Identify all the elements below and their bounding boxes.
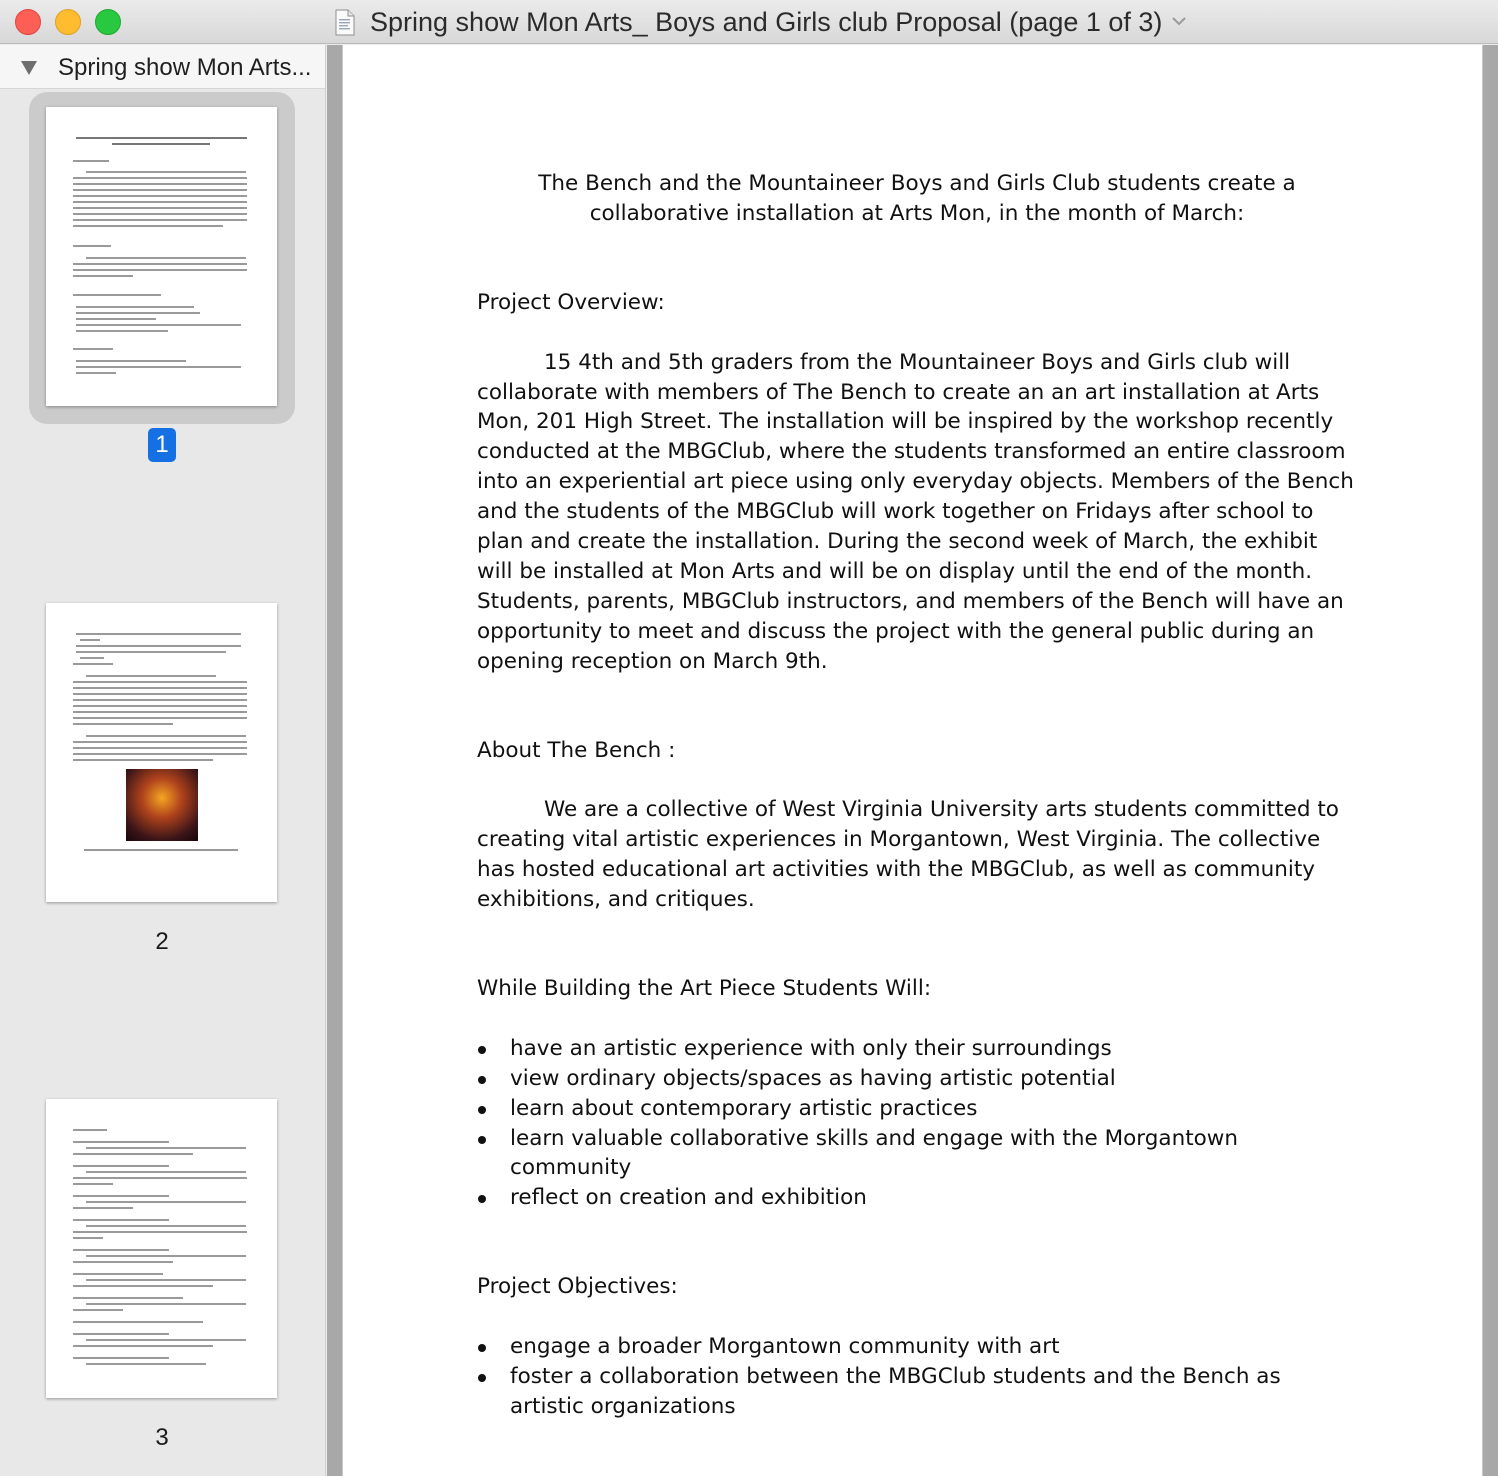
title-bar xyxy=(0,0,1498,44)
close-window-button[interactable] xyxy=(15,9,41,35)
page-content xyxy=(477,169,1357,1422)
thumbnail-sidebar[interactable] xyxy=(0,45,326,1476)
about-paragraph: We are a collective of West Virginia University arts students committed to creating vital artistic experiences in Morgantown, West Virginia. The collective has hosted educational art activities with the MBGClub, as well as community exhibitions, and critiques. xyxy=(477,797,1339,913)
list-item: learn valuable collaborative skills and engage with the Morgantown community xyxy=(477,1124,1357,1184)
list-item: have an artistic experience with only their surroundings xyxy=(477,1034,1357,1064)
page-thumbnail-2[interactable] xyxy=(46,603,277,902)
objectives-heading: Project Objectives: xyxy=(477,1274,678,1300)
sidebar-document-title: Spring show Mon Arts... xyxy=(58,54,312,81)
intro-heading: The Bench and the Mountaineer Boys and Girls Club students create a collaborative installation at Arts Mon, in the month of March: xyxy=(538,171,1296,226)
list-item: foster a collaboration between the MBGClub students and the Bench as artistic organizations xyxy=(477,1362,1357,1422)
list-item: learn about contemporary artistic practices xyxy=(477,1094,1357,1124)
page-number-2: 2 xyxy=(155,928,169,955)
document-proxy-icon[interactable] xyxy=(334,9,356,36)
minimize-window-button[interactable] xyxy=(55,9,81,35)
students-heading: While Building the Art Piece Students Will: xyxy=(477,976,932,1001)
list-item: engage a broader Morgantown community with art xyxy=(477,1332,1357,1362)
installation-photo-thumbnail xyxy=(126,769,198,841)
document-page[interactable] xyxy=(342,45,1483,1476)
list-item: reflect on creation and exhibition xyxy=(477,1183,1357,1213)
page-number-1: 1 xyxy=(148,428,176,462)
page-thumbnail-3[interactable] xyxy=(46,1099,277,1398)
window-title: Spring show Mon Arts_ Boys and Girls club Proposal (page 1 of 3) xyxy=(370,7,1163,37)
students-list xyxy=(477,1034,1357,1213)
zoom-window-button[interactable] xyxy=(95,9,121,35)
overview-heading: Project Overview: xyxy=(477,289,665,315)
page-number-3: 3 xyxy=(155,1424,169,1451)
sidebar-header[interactable] xyxy=(0,45,326,89)
overview-paragraph: 15 4th and 5th graders from the Mountaineer Boys and Girls club will collaborate with members of The Bench to create an an art installation at Arts Mon, 201 High Street. The installation will be inspired by the workshop recently conducted at the MBGClub, where the students transformed an entire classroom into an experiential art piece using only everyday objects. Members of the Bench and the students of the MBGClub will work together on Fridays after school to plan and create the installation. During the second week of March, the exhibit will be installed at Mon Arts and will be on display until the end of the month. Students, parents, MBGClub instructors, and members of the Bench will have an opportunity to meet and discuss the project with the general public during an opening reception on March 9th. xyxy=(477,349,1354,674)
about-heading: About The Bench : xyxy=(477,737,676,763)
list-item: view ordinary objects/spaces as having artistic potential xyxy=(477,1064,1357,1094)
chevron-down-icon[interactable] xyxy=(1170,14,1188,28)
disclosure-triangle-icon[interactable] xyxy=(20,60,38,76)
objectives-list xyxy=(477,1332,1357,1422)
document-viewer[interactable] xyxy=(327,45,1498,1476)
page-thumbnail-1[interactable] xyxy=(46,107,277,406)
